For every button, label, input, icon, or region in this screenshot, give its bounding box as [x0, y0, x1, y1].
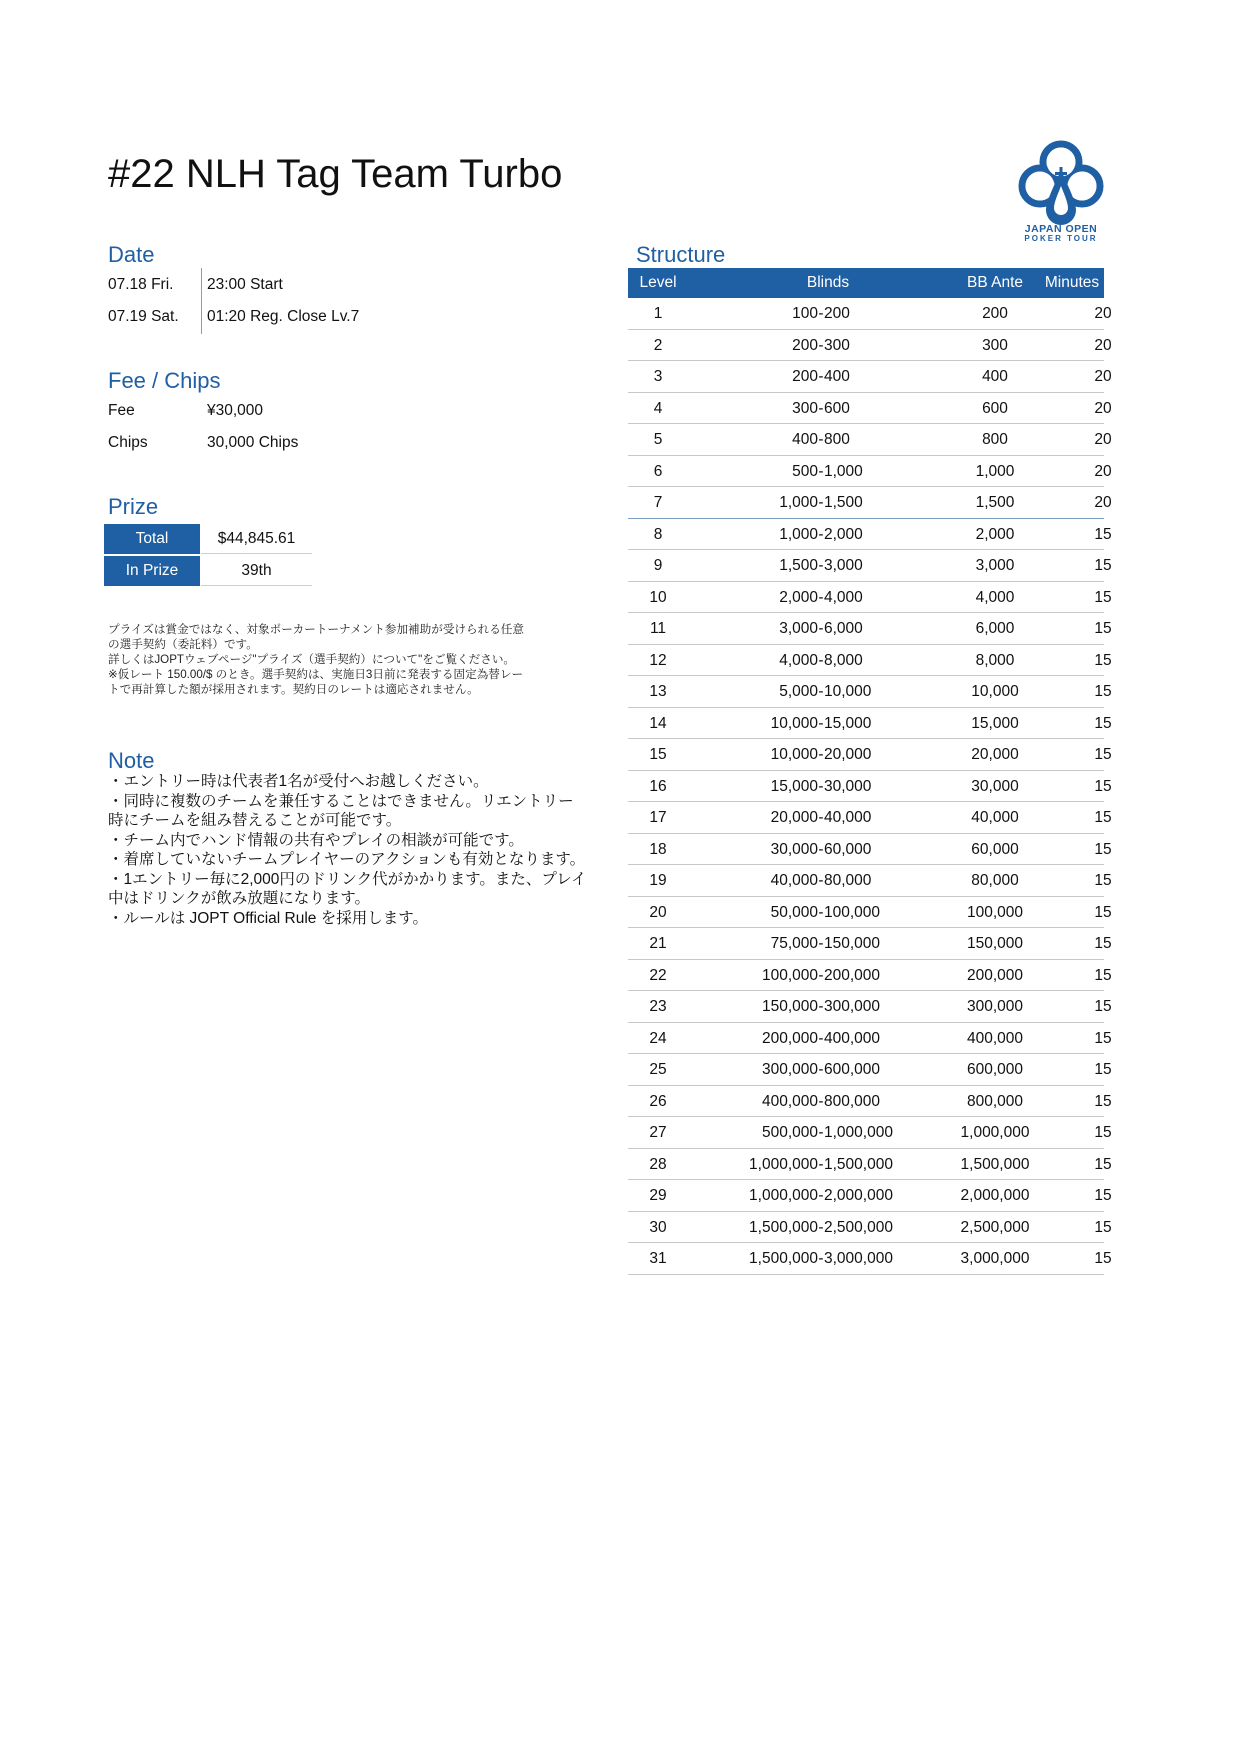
blind-separator: - — [818, 1124, 824, 1141]
logo-line-2: POKER TOUR — [1024, 234, 1098, 243]
big-blind-cell: 10,000 — [824, 683, 872, 700]
minutes-cell: 15 — [1094, 620, 1112, 637]
note-heading: Note — [108, 748, 155, 773]
table-row — [628, 1180, 1112, 1212]
table-row — [628, 865, 1112, 897]
prize-heading: Prize — [108, 494, 159, 519]
minutes-cell: 15 — [1094, 840, 1112, 858]
level-cell: 25 — [649, 1061, 667, 1078]
blind-separator: - — [818, 872, 824, 889]
blind-separator: - — [818, 1092, 824, 1110]
bb-ante-cell: 600,000 — [966, 1061, 1024, 1078]
table-row — [628, 739, 1112, 771]
blind-separator: - — [818, 683, 824, 700]
big-blind-cell: 4,000 — [824, 588, 863, 606]
table-row — [628, 424, 1112, 456]
date-day-1: 07.18 Fri. — [108, 276, 174, 293]
blind-separator: - — [818, 368, 824, 385]
bb-ante-cell: 1,000,000 — [960, 1124, 1030, 1141]
bb-ante-cell: 40,000 — [971, 809, 1019, 826]
table-row — [628, 676, 1112, 708]
date-day-2: 07.19 Sat. — [108, 308, 179, 325]
blind-separator: - — [818, 998, 824, 1015]
big-blind-cell: 3,000 — [824, 557, 863, 574]
blind-separator: - — [818, 903, 824, 921]
minutes-cell: 15 — [1094, 714, 1112, 732]
disclaimer-line: トで再計算した額が採用されます。契約日のレートは適応されません。 — [108, 683, 479, 696]
level-cell: 5 — [653, 431, 663, 448]
blind-separator: - — [818, 336, 824, 354]
small-blind-cell: 20,000 — [770, 809, 818, 826]
bb-ante-cell: 300 — [982, 336, 1008, 354]
prize-inprize-value: 39th — [201, 556, 312, 586]
level-cell: 19 — [649, 872, 667, 889]
bb-ante-cell: 400,000 — [966, 1029, 1024, 1047]
minutes-cell: 15 — [1094, 777, 1112, 795]
table-row — [628, 519, 1112, 551]
blind-separator: - — [818, 399, 824, 417]
blind-separator: - — [818, 966, 824, 984]
level-cell: 9 — [653, 557, 663, 574]
big-blind-cell: 1,000 — [824, 462, 863, 480]
minutes-cell: 15 — [1094, 588, 1112, 606]
small-blind-cell: 300,000 — [761, 1061, 818, 1078]
note-item: ・1エントリー毎に2,000円のドリンク代がかかります。また、プレイ中はドリンクが飲み放題になります。 — [108, 870, 587, 907]
col-header-level: Level — [639, 274, 677, 291]
big-blind-cell: 150,000 — [824, 935, 881, 952]
bb-ante-cell: 150,000 — [966, 935, 1024, 952]
table-row — [628, 613, 1112, 645]
table-row — [628, 361, 1112, 393]
table-row — [628, 298, 1112, 330]
minutes-cell: 15 — [1094, 1250, 1112, 1267]
level-cell: 6 — [653, 462, 663, 480]
disclaimer-line: の選手契約（委託料）です。 — [108, 638, 258, 651]
date-heading: Date — [108, 242, 155, 267]
small-blind-cell: 200 — [792, 368, 818, 385]
col-header-minutes: Minutes — [1044, 274, 1100, 291]
minutes-cell: 20 — [1094, 431, 1112, 448]
small-blind-cell: 15,000 — [770, 777, 818, 795]
bb-ante-cell: 10,000 — [971, 683, 1019, 700]
big-blind-cell: 400 — [824, 368, 850, 385]
logo-text — [1004, 224, 1118, 244]
big-blind-cell: 2,500,000 — [824, 1218, 893, 1236]
date-info-1: 23:00 Start — [207, 276, 283, 293]
level-cell: 1 — [653, 305, 663, 322]
level-cell: 28 — [649, 1155, 667, 1173]
blind-separator: - — [818, 1250, 824, 1267]
bb-ante-cell: 15,000 — [971, 714, 1019, 732]
bb-ante-cell: 800 — [982, 431, 1008, 448]
bb-ante-cell: 100,000 — [966, 903, 1024, 921]
minutes-cell: 15 — [1094, 966, 1112, 984]
small-blind-cell: 10,000 — [770, 746, 818, 763]
bb-ante-cell: 200,000 — [966, 966, 1024, 984]
small-blind-cell: 30,000 — [770, 840, 818, 858]
bb-ante-cell: 3,000,000 — [960, 1250, 1030, 1267]
small-blind-cell: 3,000 — [779, 620, 818, 637]
level-cell: 30 — [649, 1218, 667, 1236]
level-cell: 10 — [649, 588, 667, 606]
blind-separator: - — [818, 620, 824, 637]
table-row — [628, 834, 1112, 866]
table-row — [628, 1117, 1112, 1149]
small-blind-cell: 1,000,000 — [749, 1155, 818, 1173]
small-blind-cell: 40,000 — [770, 872, 818, 889]
big-blind-cell: 30,000 — [824, 777, 872, 795]
big-blind-cell: 1,500,000 — [824, 1155, 893, 1173]
note-list — [108, 772, 588, 928]
minutes-cell: 15 — [1094, 651, 1112, 669]
small-blind-cell: 400,000 — [761, 1092, 818, 1110]
minutes-cell: 20 — [1094, 368, 1112, 385]
level-cell: 12 — [649, 651, 667, 669]
big-blind-cell: 800,000 — [824, 1092, 881, 1110]
disclaimer-line: プライズは賞金ではなく、対象ポーカートーナメント参加補助が受けられる任意 — [108, 623, 524, 636]
bb-ante-cell: 4,000 — [975, 588, 1015, 606]
small-blind-cell: 1,000,000 — [749, 1187, 818, 1204]
level-cell: 24 — [649, 1029, 667, 1047]
bb-ante-cell: 20,000 — [971, 746, 1019, 763]
blind-separator: - — [818, 746, 824, 763]
structure-header-row — [628, 268, 1104, 298]
blind-separator: - — [818, 525, 824, 543]
minutes-cell: 20 — [1094, 305, 1112, 322]
fee-label: Fee — [108, 402, 135, 419]
minutes-cell: 15 — [1094, 998, 1112, 1015]
bb-ante-cell: 2,500,000 — [960, 1218, 1030, 1236]
minutes-cell: 15 — [1094, 557, 1112, 574]
table-row — [628, 1023, 1112, 1055]
minutes-cell: 15 — [1094, 746, 1112, 763]
date-info-2: 01:20 Reg. Close Lv.7 — [207, 308, 360, 325]
bb-ante-cell: 6,000 — [975, 620, 1015, 637]
big-blind-cell: 80,000 — [824, 872, 872, 889]
level-cell: 16 — [649, 777, 667, 795]
small-blind-cell: 1,500 — [779, 557, 818, 574]
chips-label: Chips — [108, 434, 148, 451]
date-divider — [201, 268, 202, 334]
small-blind-cell: 4,000 — [779, 651, 818, 669]
bb-ante-cell: 2,000,000 — [960, 1187, 1030, 1204]
small-blind-cell: 100,000 — [761, 966, 818, 984]
bb-ante-cell: 200 — [982, 305, 1008, 322]
table-row — [628, 802, 1112, 834]
level-cell: 29 — [649, 1187, 667, 1204]
disclaimer-line: ※仮レート 150.00/$ のとき。選手契約は、実施日3日前に発表する固定為替レー — [108, 668, 524, 681]
small-blind-cell: 10,000 — [770, 714, 818, 732]
big-blind-cell: 100,000 — [824, 903, 881, 921]
small-blind-cell: 75,000 — [770, 935, 818, 952]
prize-disclaimer — [108, 622, 578, 697]
prize-inprize-label: In Prize — [104, 556, 200, 586]
fee-value: ¥30,000 — [207, 402, 264, 419]
table-row — [628, 456, 1112, 488]
big-blind-cell: 600,000 — [824, 1061, 881, 1078]
table-row — [628, 1086, 1112, 1118]
blind-separator: - — [818, 1155, 824, 1173]
blind-separator: - — [818, 1218, 824, 1236]
minutes-cell: 15 — [1094, 1218, 1112, 1236]
small-blind-cell: 2,000 — [779, 588, 818, 606]
small-blind-cell: 500 — [792, 462, 818, 480]
table-row — [628, 487, 1112, 519]
minutes-cell: 15 — [1094, 1092, 1112, 1110]
minutes-cell: 15 — [1094, 903, 1112, 921]
blind-separator: - — [818, 1061, 824, 1078]
big-blind-cell: 200 — [824, 305, 850, 322]
small-blind-cell: 1,000 — [779, 525, 818, 543]
minutes-cell: 15 — [1094, 935, 1112, 952]
minutes-cell: 15 — [1094, 1155, 1112, 1173]
level-cell: 2 — [653, 336, 663, 354]
minutes-cell: 20 — [1094, 494, 1112, 511]
bb-ante-cell: 1,500 — [975, 494, 1015, 511]
big-blind-cell: 2,000,000 — [824, 1187, 893, 1204]
bb-ante-cell: 60,000 — [971, 840, 1019, 858]
minutes-cell: 20 — [1094, 336, 1112, 354]
chips-value: 30,000 Chips — [207, 434, 299, 451]
blind-separator: - — [818, 935, 824, 952]
table-row — [628, 1054, 1112, 1086]
level-cell: 31 — [649, 1250, 667, 1267]
level-cell: 21 — [649, 935, 667, 952]
note-item: ・着席していないチームプレイヤーのアクションも有効となります。 — [108, 851, 586, 868]
level-cell: 8 — [653, 525, 663, 543]
big-blind-cell: 600 — [824, 399, 850, 417]
small-blind-cell: 200 — [792, 336, 818, 354]
table-row — [628, 330, 1112, 362]
blind-separator: - — [818, 305, 824, 322]
level-cell: 3 — [653, 368, 663, 385]
small-blind-cell: 150,000 — [761, 998, 818, 1015]
note-item: ・エントリー時は代表者1名が受付へお越しください。 — [108, 773, 489, 790]
blind-separator: - — [818, 462, 824, 480]
level-cell: 26 — [649, 1092, 667, 1110]
bb-ante-cell: 800,000 — [966, 1092, 1024, 1110]
minutes-cell: 15 — [1094, 872, 1112, 889]
structure-table — [628, 268, 1112, 1275]
minutes-cell: 15 — [1094, 1029, 1112, 1047]
table-row — [628, 897, 1112, 929]
table-row — [628, 928, 1112, 960]
blind-separator: - — [818, 651, 824, 669]
minutes-cell: 15 — [1094, 1124, 1112, 1141]
level-cell: 15 — [649, 746, 667, 763]
note-item: ・ルールは JOPT Official Rule を採用します。 — [108, 909, 428, 927]
blind-separator: - — [818, 431, 824, 448]
small-blind-cell: 5,000 — [779, 683, 818, 700]
blind-separator: - — [818, 809, 824, 826]
bb-ante-cell: 80,000 — [971, 872, 1019, 889]
table-row — [628, 771, 1112, 803]
small-blind-cell: 1,500,000 — [749, 1250, 818, 1267]
prize-total-row — [104, 524, 312, 554]
fee-heading: Fee / Chips — [108, 368, 221, 393]
bb-ante-cell: 1,500,000 — [960, 1155, 1030, 1173]
bb-ante-cell: 1,000 — [975, 462, 1015, 480]
bb-ante-cell: 2,000 — [975, 525, 1015, 543]
bb-ante-cell: 30,000 — [971, 777, 1019, 795]
level-cell: 4 — [653, 399, 663, 417]
big-blind-cell: 40,000 — [824, 809, 872, 826]
big-blind-cell: 300 — [824, 336, 850, 354]
prize-total-value: $44,845.61 — [201, 524, 312, 554]
note-item: ・チーム内でハンド情報の共有やプレイの相談が可能です。 — [108, 831, 524, 849]
level-cell: 17 — [649, 809, 667, 826]
structure-heading: Structure — [636, 242, 726, 267]
blind-separator: - — [818, 494, 824, 511]
minutes-cell: 15 — [1094, 1061, 1112, 1078]
table-row — [628, 708, 1112, 740]
bb-ante-cell: 300,000 — [966, 998, 1024, 1015]
level-cell: 23 — [649, 998, 667, 1015]
prize-inprize-row — [104, 556, 312, 586]
minutes-cell: 15 — [1094, 683, 1112, 700]
minutes-cell: 15 — [1094, 1187, 1112, 1204]
small-blind-cell: 1,000 — [779, 494, 818, 511]
level-cell: 22 — [649, 966, 667, 984]
blind-separator: - — [818, 588, 824, 606]
table-row — [628, 645, 1112, 677]
col-header-blinds: Blinds — [806, 274, 850, 291]
bb-ante-cell: 8,000 — [975, 651, 1015, 669]
big-blind-cell: 400,000 — [824, 1029, 881, 1047]
prize-total-label: Total — [104, 524, 200, 554]
minutes-cell: 20 — [1094, 462, 1112, 480]
big-blind-cell: 6,000 — [824, 620, 863, 637]
big-blind-cell: 8,000 — [824, 651, 863, 669]
logo-line-1: JAPAN OPEN — [1024, 223, 1098, 235]
small-blind-cell: 200,000 — [761, 1029, 818, 1047]
table-row — [628, 393, 1112, 425]
blind-separator: - — [818, 777, 824, 795]
table-row — [628, 960, 1112, 992]
col-header-ante: BB Ante — [966, 274, 1023, 291]
blind-separator: - — [818, 714, 824, 732]
level-cell: 11 — [649, 620, 667, 637]
minutes-cell: 15 — [1094, 809, 1112, 826]
table-row — [628, 1149, 1112, 1181]
big-blind-cell: 2,000 — [824, 525, 863, 543]
table-row — [628, 550, 1112, 582]
small-blind-cell: 400 — [792, 431, 818, 448]
small-blind-cell: 500,000 — [761, 1124, 818, 1141]
big-blind-cell: 1,000,000 — [824, 1124, 893, 1141]
disclaimer-line: 詳しくはJOPTウェブページ"プライズ（選手契約）について"をご覧ください。 — [108, 653, 516, 666]
table-row — [628, 582, 1112, 614]
big-blind-cell: 200,000 — [824, 966, 881, 984]
big-blind-cell: 300,000 — [824, 998, 881, 1015]
table-row — [628, 1212, 1112, 1244]
level-cell: 14 — [649, 714, 667, 732]
big-blind-cell: 3,000,000 — [824, 1250, 893, 1267]
minutes-cell: 20 — [1094, 399, 1112, 417]
blind-separator: - — [818, 1029, 824, 1047]
big-blind-cell: 20,000 — [824, 746, 872, 763]
table-row — [628, 1243, 1112, 1275]
blind-separator: - — [818, 1187, 824, 1204]
level-cell: 27 — [649, 1124, 667, 1141]
level-cell: 7 — [653, 494, 663, 511]
minutes-cell: 15 — [1094, 525, 1112, 543]
table-row — [628, 991, 1112, 1023]
bb-ante-cell: 3,000 — [975, 557, 1015, 574]
big-blind-cell: 1,500 — [824, 494, 863, 511]
blind-separator: - — [818, 557, 824, 574]
small-blind-cell: 50,000 — [770, 903, 818, 921]
blind-separator: - — [818, 840, 824, 858]
big-blind-cell: 800 — [824, 431, 850, 448]
small-blind-cell: 100 — [792, 305, 818, 322]
note-item: ・同時に複数のチームを兼任することはできません。リエントリー時にチームを組み替えることが可能です。 — [108, 792, 574, 829]
level-cell: 18 — [649, 840, 667, 858]
big-blind-cell: 15,000 — [824, 714, 872, 732]
small-blind-cell: 1,500,000 — [749, 1218, 818, 1236]
bb-ante-cell: 600 — [982, 399, 1008, 417]
bb-ante-cell: 400 — [982, 368, 1008, 385]
level-cell: 20 — [649, 903, 667, 921]
level-cell: 13 — [649, 683, 667, 700]
structure-body — [628, 298, 1112, 1275]
page-title: #22 NLH Tag Team Turbo — [108, 152, 563, 196]
big-blind-cell: 60,000 — [824, 840, 872, 858]
small-blind-cell: 300 — [792, 399, 818, 417]
